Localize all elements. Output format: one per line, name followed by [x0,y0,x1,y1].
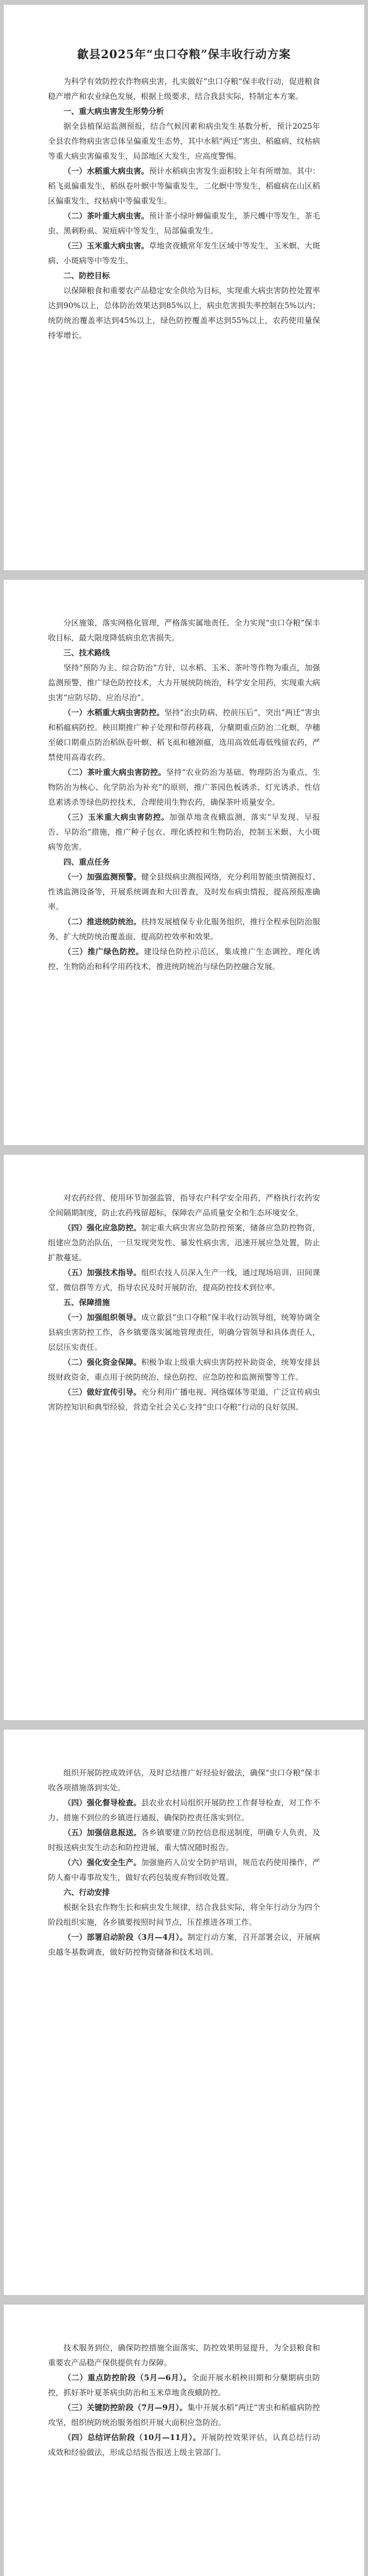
body-paragraph: 坚持“预防为主、综合防治”方针，以水稻、玉米、茶叶等作物为重点，加强监测预警，推广绿色防控技术，大力开展统防统治，科学安全用药，实现重大病虫害“应防尽防、应治尽治”。 [48,663,320,702]
subsection-text: 扶持发展植保专业化服务组织，推行全程承包防治服务，扩大统防统治覆盖面，提高防控效率和效果。 [48,917,320,941]
page-body [48,1191,320,1415]
subsection-text: 成立歙县“虫口夺粮”保丰收行动领导组，统筹协调全县病虫害防控工作，各乡镇要落实属地管理责任，明确分管领导和具体责任人，层层压实责任。 [48,1313,320,1352]
subsection-text: 加强施药人员安全防护培训，规范农药使用操作，严防人畜中毒事故发生，做好农药包装废弃物回收处置。 [48,1858,320,1882]
subsection-paragraph [48,2430,320,2460]
subsection-heading: （五）加强技术指导。 [63,1268,141,1277]
subsection-heading: （一）加强组织领导。 [63,1313,141,1322]
document-page-3 [3,1154,365,1721]
body-paragraph: 技术服务到位，确保防控措施全面落实，防控效果明显提升，为全县粮食和重要农产品稳产保供提供有力保障。 [48,2343,320,2367]
subsection-paragraph [48,1930,320,1960]
subsection-text: 组织农技人员深入生产一线，通过现场培训、田间课堂、微信群等方式，指导农民及时开展防治，提高防控技术到位率。 [48,1268,320,1292]
page-body [48,2341,320,2460]
subsection-heading: （一）水稻重大病虫害防控。 [63,708,164,717]
page-body [48,74,320,343]
subsection-paragraph [48,1795,320,1825]
subsection-text: 各乡镇要建立防控信息报送制度，明确专人负责，及时报送病虫发生动态和防控进展，重大情况随时报告。 [48,1828,320,1852]
subsection-paragraph [48,810,320,855]
subsection-paragraph [48,914,320,944]
subsection-paragraph [48,765,320,810]
section-heading: 六、行动安排 [63,1888,110,1897]
page-body [48,1766,320,1960]
subsection-heading: （一）加强监测预警。 [63,872,141,882]
subsection-paragraph [48,1310,320,1355]
subsection-text: 开展防控效果评估，认真总结行动成效和经验做法，形成总结报告报送上级主管部门。 [48,2433,320,2457]
body-paragraph: 分区施策，落实网格化管理，严格落实属地责任。全力实现“虫口夺粮”保丰收目标，最大限度降低病虫危害损失。 [48,618,320,642]
page-body [48,616,320,974]
subsection-heading: （一）水稻重大病虫害。 [63,166,149,176]
subsection-heading: （二）强化资金保障。 [63,1358,141,1367]
subsection-paragraph [48,944,320,974]
subsection-text: 建设绿色防控示范区，集成推广生态调控、理化诱控、生物防治和科学用药技术，推进统防统治与绿色防控融合发展。 [48,947,320,971]
document-page-1 [3,4,365,571]
subsection-text: 积极争取上级重大病虫害防控补助资金，统筹安排县级财政资金，重点用于统防统治、绿色防控、应急防控和监测预警等工作。 [48,1358,320,1382]
subsection-text: 制定行动方案，召开部署会议，开展病虫越冬基数调查，做好防控物资储备和技术培训。 [48,1933,320,1957]
subsection-paragraph [48,1355,320,1385]
subsection-heading: （三）玉米重大病虫害防控。 [63,812,170,822]
subsection-text: 集中开展水稻“两迁”害虫和稻瘟病防控攻坚，组织统防统治服务组织开展大面积应急防治。 [48,2403,320,2427]
section-heading: 五、保障措施 [63,1298,110,1307]
subsection-text: 健全县级病虫测报网络，充分利用智能虫情测报灯、性诱监测设备等，开展系统调查和大田普查，及时发布病虫情报，提高预报准确率。 [48,872,320,911]
subsection-text: 坚持“治虫防病、控前压后”，突出“两迁”害虫和稻瘟病防控。秧田期推广种子处理和带药移栽，分蘖期重点防治二化螟，孕穗至破口期重点防治稻纵卷叶螟、稻飞虱和穗颈瘟，选用高效低毒低残留农药，严禁使用高毒农药。 [48,708,320,762]
section-heading: 四、重点任务 [63,857,110,867]
subsection-heading: （五）加强信息报送。 [63,1828,141,1837]
subsection-text: 预计茶小绿叶蝉偏重发生，茶尺蠖中等发生，茶毛虫、黑刺粉虱、炭疽病中等发生，局部偏重发生。 [48,211,320,235]
subsection-text: 草地贪夜蛾常年发生区域中等发生，玉米螟、大斑病、小斑病等中等发生。 [48,241,320,265]
subsection-heading: （六）强化安全生产。 [63,1858,141,1867]
section-heading: 一、重大病虫害发生形势分析 [63,107,164,116]
subsection-paragraph [48,2370,320,2400]
subsection-heading: （二）茶叶重大病虫害。 [63,211,149,221]
subsection-text: 预计水稻病虫害发生面积较上年有所增加。其中：稻飞虱偏重发生，稻纵卷叶螟中等偏重发生，二化螟中等发生，稻瘟病在山区稻区偏重发生，纹枯病中等偏重发生。 [48,166,320,206]
subsection-heading: （四）强化应急防控。 [63,1223,141,1232]
document-page-5 [3,2304,365,2576]
subsection-paragraph [48,1825,320,1855]
subsection-text: 坚持“农业防治为基础、物理防治为重点、生物防治为核心、化学防治为补充”的原则，推广茶园色板诱杀、灯光诱杀、性信息素诱杀等绿色防控技术，合理使用生物农药，确保茶叶质量安全。 [48,768,320,807]
subsection-heading: （三）关键防控阶段（7月—9月）。 [63,2403,188,2412]
subsection-paragraph [48,870,320,914]
subsection-paragraph [48,164,320,209]
document-page-2 [3,579,365,1146]
section-heading: 二、防控目标 [63,271,110,280]
section-heading: 三、技术路线 [63,648,110,657]
body-paragraph: 据全县植保站监测预报，结合气候因素和病虫发生基数分析，预计2025年全县农作物病虫害总体呈偏重发生态势，其中水稻“两迁”害虫、稻瘟病、纹枯病等重大病虫害偏重发生，局部地区大发生，应高度警惕。 [48,122,320,161]
document-title: 歙县2025年“虫口夺粮”保丰收行动方案 [77,48,291,61]
subsection-text: 加强草地贪夜蛾监测，落实“早发现、早报告、早防治”措施，推广种子包衣、理化诱控和生物防治，控制玉米螟、大小斑病等危害。 [48,812,320,852]
body-paragraph: 根据全县农作物生长和病虫发生规律，结合我县实际，将全年行动分为四个阶段组织实施，各乡镇要按照时间节点，压茬推进各项工作。 [48,1903,320,1927]
subsection-heading: （三）玉米重大病虫害。 [63,241,149,250]
subsection-text: 充分利用广播电视、网络媒体等渠道，广泛宣传病虫害防控知识和典型经验，营造全社会关心支持“虫口夺粮”行动的良好氛围。 [48,1387,320,1412]
subsection-text: 全面开展水稻秧田期和分蘖期病虫防控，抓好茶叶夏茶病虫防治和玉米草地贪夜蛾防控。 [48,2373,320,2397]
body-paragraph: 组织开展防控成效评估，及时总结推广好经验好做法，确保“虫口夺粮”保丰收各项措施落到实处。 [48,1768,320,1792]
subsection-heading: （一）部署启动阶段（3月—4月）。 [63,1933,188,1942]
subsection-heading: （三）推广绿色防控。 [63,947,144,956]
subsection-paragraph [48,1221,320,1265]
subsection-paragraph [48,705,320,765]
subsection-heading: （四）总结评估阶段（10月—11月）。 [63,2433,201,2442]
subsection-paragraph [48,209,320,239]
subsection-heading: （二）推进统防统治。 [63,917,141,926]
subsection-paragraph [48,1265,320,1295]
subsection-paragraph [48,1855,320,1885]
subsection-heading: （二）重点防控阶段（5月—6月）。 [63,2373,192,2382]
document-page-4 [3,1729,365,2296]
body-paragraph: 对农药经营、使用环节加强监管，指导农户科学安全用药，严格执行农药安全间隔期制度，防止农药残留超标，保障农产品质量安全和生态环境安全。 [48,1193,320,1217]
subsection-heading: （二）茶叶重大病虫害防控。 [63,768,166,777]
subsection-paragraph [48,2400,320,2430]
subsection-heading: （三）做好宣传引导。 [63,1387,141,1397]
subsection-text: 制定重大病虫害应急防控预案，储备应急防控物资，组建应急防治队伍，一旦发现突发性、暴发性病虫害，迅速开展应急处置，防止扩散蔓延。 [48,1223,320,1262]
subsection-text: 县农业农村局组织开展防控工作督导检查，对工作不力、措施不到位的乡镇进行通报，确保防控责任落实到位。 [48,1798,320,1822]
subsection-heading: （四）强化督导检查。 [63,1798,141,1807]
subsection-paragraph [48,239,320,268]
intro-paragraph: 为科学有效防控农作物病虫害，扎实做好“虫口夺粮”保丰收行动，促进粮食稳产增产和农业绿色发展，根据上级要求，结合我县实际，特制定本方案。 [48,77,320,101]
body-paragraph: 以保障粮食和重要农产品稳定安全供给为目标，实现重大病虫害防控处置率达到90%以上，总体防治效果达到85%以上，病虫危害损失率控制在5%以内；统防统治覆盖率达到45%以上，绿色防控覆盖率达到55%以上，农药使用量保持零增长。 [48,286,320,340]
subsection-paragraph [48,1385,320,1415]
